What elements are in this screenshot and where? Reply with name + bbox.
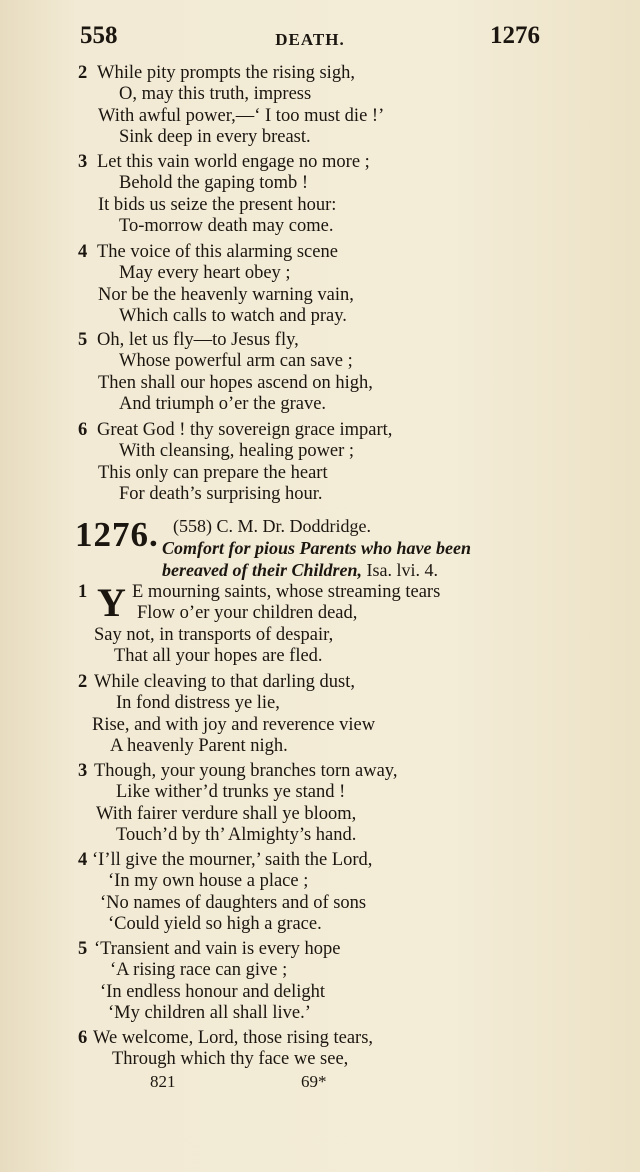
verse-line: Behold the gaping tomb !	[119, 173, 309, 194]
verse-number: 2	[78, 672, 88, 692]
verse-line: Flow o’er your children dead,	[137, 603, 358, 624]
verse-line: With awful power,—‘ I too must die !’	[98, 105, 385, 126]
verse-line: We welcome, Lord, those rising tears,	[93, 1028, 374, 1048]
verse-number: 3	[78, 761, 88, 781]
verse-number: 4	[78, 850, 88, 870]
verse-line: Great God ! thy sovereign grace impart,	[97, 420, 393, 440]
verse-line: While cleaving to that darling dust,	[94, 672, 355, 692]
verse-line: Through which thy face we see,	[112, 1049, 349, 1070]
verse-number: 1	[78, 582, 88, 602]
verse-line: Which calls to watch and pray.	[119, 306, 347, 327]
verse-line: ‘In endless honour and delight	[100, 981, 326, 1002]
section-title: DEATH.	[275, 30, 345, 49]
page-number: 558	[80, 22, 118, 49]
verse-line: ‘Could yield so high a grace.	[108, 914, 322, 935]
verse-line: ‘A rising race can give ;	[110, 960, 288, 981]
verse-line: In fond distress ye lie,	[116, 693, 280, 714]
hymn-subtitle-italic: bereaved of their Children,	[162, 560, 362, 580]
verse-line: Rise, and with joy and reverence view	[92, 714, 376, 735]
stanza-1	[78, 582, 548, 668]
scripture-reference: Isa. lvi. 4.	[362, 560, 438, 580]
verse-line: Sink deep in every breast.	[119, 127, 311, 148]
verse-line: ‘No names of daughters and of sons	[100, 892, 367, 913]
hymn-subtitle: Comfort for pious Parents who have been	[162, 538, 472, 558]
hymn-number: 1276.	[75, 515, 159, 554]
stanza-4-top	[78, 242, 548, 328]
verse-line: The voice of this alarming scene	[97, 242, 338, 262]
verse-line: With fairer verdure shall ye bloom,	[96, 803, 357, 824]
verse-line: Nor be the heavenly warning vain,	[98, 284, 354, 305]
drop-cap: Y	[97, 580, 126, 625]
verse-line: ‘In my own house a place ;	[108, 871, 309, 892]
verse-number: 4	[78, 242, 88, 262]
running-header	[80, 22, 540, 54]
header-hymn-number: 1276	[490, 22, 540, 49]
verse-line: To-morrow death may come.	[119, 216, 334, 237]
verse-number: 2	[78, 63, 88, 83]
verse-line: Touch’d by th’ Almighty’s hand.	[116, 825, 357, 846]
hymn-heading	[75, 515, 545, 581]
verse-line: While pity prompts the rising sigh,	[97, 63, 355, 83]
verse-line: With cleansing, healing power ;	[119, 441, 355, 462]
verse-line: E mourning saints, whose streaming tears	[132, 582, 441, 602]
hymn-meter-author: (558) C. M. Dr. Doddridge.	[173, 516, 371, 536]
printer-signature	[150, 1072, 400, 1094]
stanza-3	[78, 761, 548, 847]
stanza-6-top	[78, 420, 548, 506]
verse-number: 5	[78, 330, 88, 350]
stanza-6	[78, 1028, 548, 1071]
verse-line: Whose powerful arm can save ;	[119, 351, 353, 372]
stanza-5-top	[78, 330, 548, 416]
hymn-subtitle-line2	[162, 559, 438, 581]
verse-line: It bids us seize the present hour:	[98, 194, 337, 215]
verse-line: May every heart obey ;	[119, 263, 291, 284]
stanza-2	[78, 672, 548, 758]
verse-line: And triumph o’er the grave.	[119, 394, 327, 415]
verse-line: This only can prepare the heart	[98, 462, 328, 483]
stanza-5	[78, 939, 548, 1025]
verse-number: 3	[78, 152, 88, 172]
verse-line: ‘My children all shall live.’	[108, 1003, 311, 1024]
signature-number: 821	[150, 1072, 176, 1091]
verse-line: O, may this truth, impress	[119, 84, 312, 105]
stanza-3-top	[78, 152, 548, 238]
verse-number: 6	[78, 420, 88, 440]
verse-line: Then shall our hopes ascend on high,	[98, 372, 373, 393]
verse-line: Let this vain world engage no more ;	[97, 152, 370, 172]
verse-line: Say not, in transports of despair,	[94, 624, 334, 645]
verse-line: A heavenly Parent nigh.	[110, 736, 288, 757]
verse-line: That all your hopes are fled.	[114, 646, 323, 667]
stanza-2-top	[78, 63, 548, 149]
verse-line: For death’s surprising hour.	[119, 484, 323, 505]
stanza-4	[78, 850, 548, 936]
verse-line: ‘Transient and vain is every hope	[94, 939, 341, 959]
verse-line: Oh, let us fly—to Jesus fly,	[97, 330, 299, 350]
signature-mark: 69*	[301, 1072, 327, 1091]
verse-line: ‘I’ll give the mourner,’ saith the Lord,	[92, 850, 373, 870]
verse-line: Though, your young branches torn away,	[94, 761, 398, 781]
verse-line: Like wither’d trunks ye stand !	[116, 782, 346, 803]
verse-number: 6	[78, 1028, 88, 1048]
verse-number: 5	[78, 939, 88, 959]
